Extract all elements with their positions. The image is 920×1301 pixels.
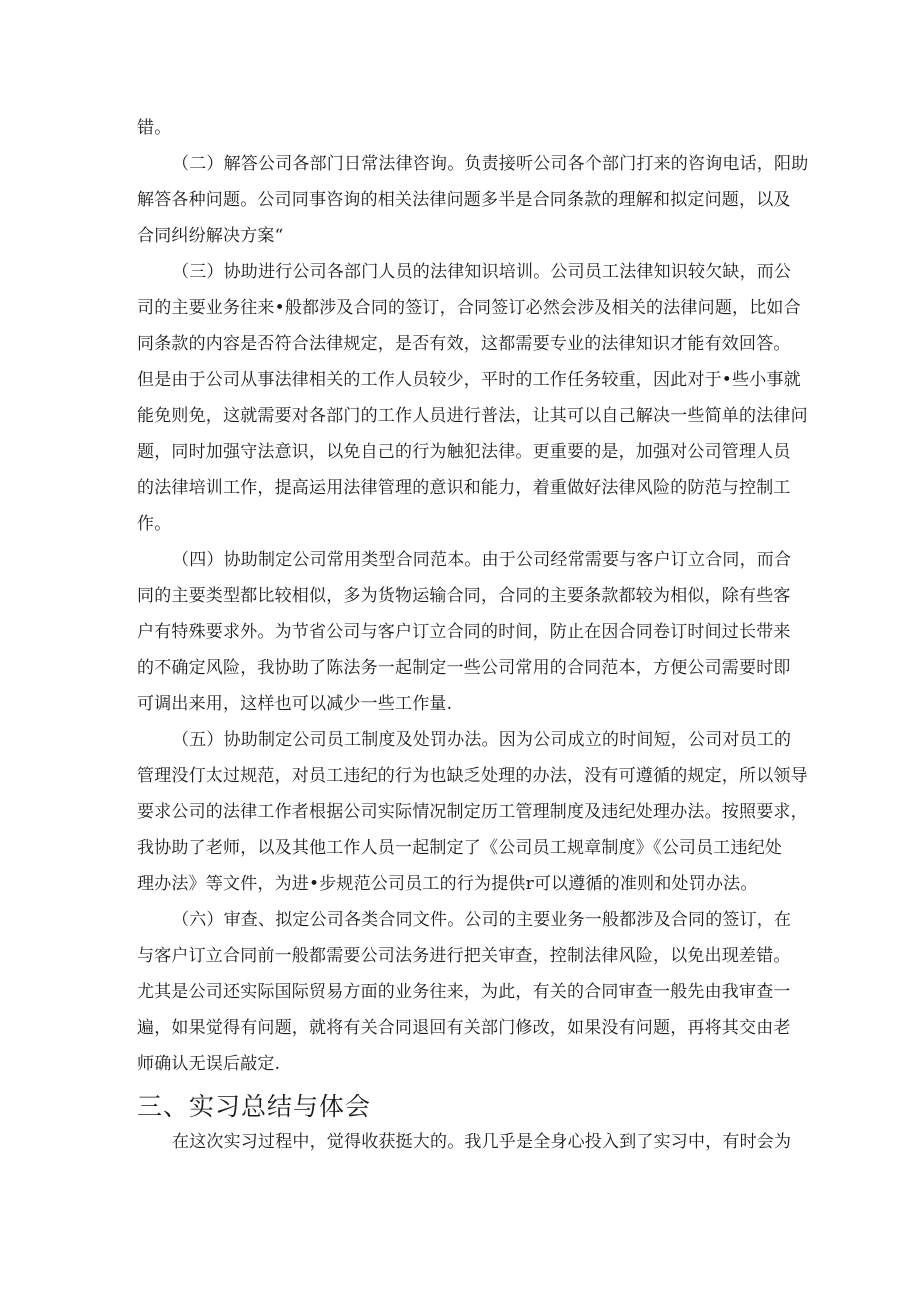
paragraph-line: 解答各种问题。公司同事咨询的相关法律问题多半是合同条款的理解和拟定问题，以及	[137, 190, 791, 210]
paragraph-line: （二）解答公司各部门日常法律咨询。负责接听公司各个部门打来的咨询电话，阳助	[172, 154, 809, 174]
paragraph-line: 错。	[137, 118, 172, 138]
paragraph-line: 作。	[137, 514, 172, 534]
paragraph-line: 要求公司的法律工作者根据公司实际情况制定历工管理制度及违纪处理办法。按照要求，	[137, 802, 808, 822]
paragraph-line: 但是由于公司从事法律相关的工作人员较少，平时的工作任务较重，因此对于•些小事就	[137, 370, 801, 390]
paragraph-line: 题，同时加强守法意识，以免自己的行为触犯法律。更重要的是，加强对公司管理人员	[137, 442, 791, 462]
paragraph-line: 可调出来用，这样也可以减少一些工作量.	[137, 694, 453, 714]
paragraph-line: 我协助了老师，以及其他工作人员一起制定了《公司员工规章制度》《公司员工违纪处	[137, 838, 783, 858]
paragraph-line: 理办法》等文件，为进•步规范公司员工的行为提供r可以遵循的准则和处罚办法。	[137, 874, 758, 894]
paragraph-line: （四）协助制定公司常用类型合同范本。由于公司经常需要与客户订立合同，而合	[172, 550, 792, 570]
paragraph-line: （六）审查、拟定公司各类合同文件。公司的主要业务一般都涉及合同的签订，在	[172, 910, 792, 930]
paragraph-line: 与客户订立合同前一般都需要公司法务进行把关审查，控制法律风险，以免出现差错。	[137, 946, 791, 966]
paragraph-line: 同的主要类型都比较相似，多为货物运输合同，合同的主要条款都较为相似，除有些客	[137, 586, 791, 606]
paragraph-line: 能免则免，这就需要对各部门的工作人员进行普法，让其可以自己解决一些简单的法律问	[137, 406, 808, 426]
paragraph-line: 司的主要业务往来•般都涉及合同的签订，合同签订必然会涉及相关的法律问题，比如合	[137, 298, 801, 318]
paragraph-line: 合同纠纷解决方案“	[137, 226, 284, 246]
paragraph-line: 在这次实习过程中，觉得收获挺大的。我几乎是全身心投入到了实习中，有时会为	[172, 1132, 792, 1152]
section-heading: 三、实习总结与体会	[137, 1092, 372, 1121]
paragraph-line: 管理没仃太过规范，对员工违纪的行为也缺乏处理的办法，没有可遵循的规定，所以领导	[137, 766, 808, 786]
paragraph-line: 的不确定风险，我协助了陈法务一起制定一些公司常用的合同范本，方便公司需要时即	[137, 658, 791, 678]
paragraph-line: （三）协助进行公司各部门人员的法律知识培训。公司员工法律知识较欠缺，而公	[172, 262, 792, 282]
paragraph-line: 户有特殊要求外。为节省公司与客户订立合同的时间，防止在因合同卷订时间过长带来	[137, 622, 791, 642]
paragraph-line: 尤其是公司还实际国际贸易方面的业务往来，为此，有关的合同审查一般先由我审查一	[137, 982, 791, 1002]
paragraph-line: 的法律培训工作，提高运用法律管理的意识和能力，着重做好法律风险的防范与控制工	[137, 478, 791, 498]
paragraph-line: 遍，如果觉得有问题，就将有关合同退回有关部门修改，如果没有问题，再将其交由老	[137, 1018, 791, 1038]
paragraph-line: 同条款的内容是否符合法律规定，是否有效，这都需要专业的法律知识才能有效回答。	[137, 334, 791, 354]
paragraph-line: 师确认无误后敲定.	[137, 1054, 281, 1074]
paragraph-line: （五）协助制定公司员工制度及处罚办法。因为公司成立的时间短，公司对员工的	[172, 730, 792, 750]
